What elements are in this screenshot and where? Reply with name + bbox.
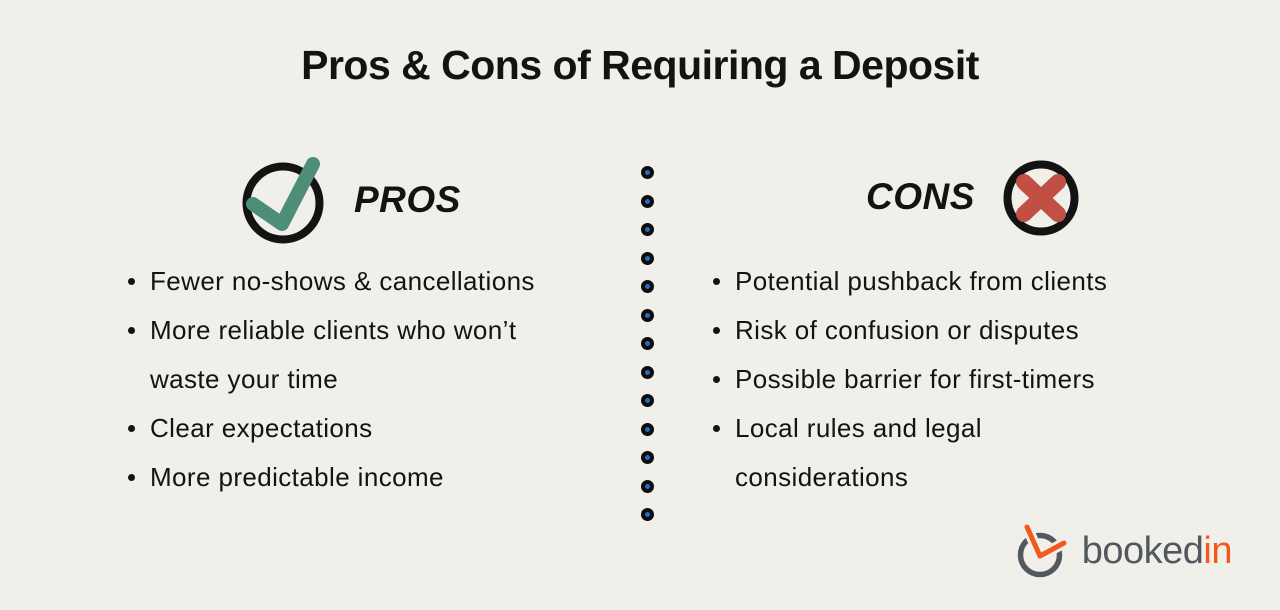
divider-dot [641, 366, 654, 379]
brand-text-in: in [1203, 530, 1232, 572]
divider-dot [641, 451, 654, 464]
divider-dot [641, 252, 654, 265]
pros-list-item: Clear expectations [126, 404, 570, 453]
divider-dot [641, 394, 654, 407]
divider-dot [641, 166, 654, 179]
dotted-divider [641, 166, 654, 521]
pros-list-item: More reliable clients who won’t waste your time [126, 306, 570, 404]
check-circle-icon [238, 154, 330, 246]
cons-label: CONS [866, 176, 975, 217]
divider-dot [641, 223, 654, 236]
cons-list-item: Possible barrier for first-timers [711, 355, 1135, 404]
divider-dot [641, 423, 654, 436]
page-title: Pros & Cons of Requiring a Deposit [301, 42, 979, 88]
divider-dot [641, 195, 654, 208]
pros-list-item: Fewer no-shows & cancellations [126, 257, 570, 306]
pros-label: PROS [354, 179, 461, 220]
x-circle-icon [999, 154, 1085, 240]
pros-header [238, 154, 461, 246]
divider-dot [641, 337, 654, 350]
pros-list [126, 257, 570, 502]
divider-dot [641, 508, 654, 521]
divider-dot [641, 309, 654, 322]
divider-dot [641, 480, 654, 493]
cons-list-item: Local rules and legal considerations [711, 404, 1135, 502]
brand-text-booked: booked [1081, 530, 1204, 572]
brand-logo [1014, 522, 1232, 580]
cons-list [711, 257, 1135, 502]
brand-wordmark [1082, 523, 1232, 579]
clock-logo-icon [1014, 522, 1070, 580]
cons-list-item: Risk of confusion or disputes [711, 306, 1135, 355]
pros-list-item: More predictable income [126, 453, 570, 502]
divider-dot [641, 280, 654, 293]
cons-header [866, 154, 1085, 240]
cons-list-item: Potential pushback from clients [711, 257, 1135, 306]
